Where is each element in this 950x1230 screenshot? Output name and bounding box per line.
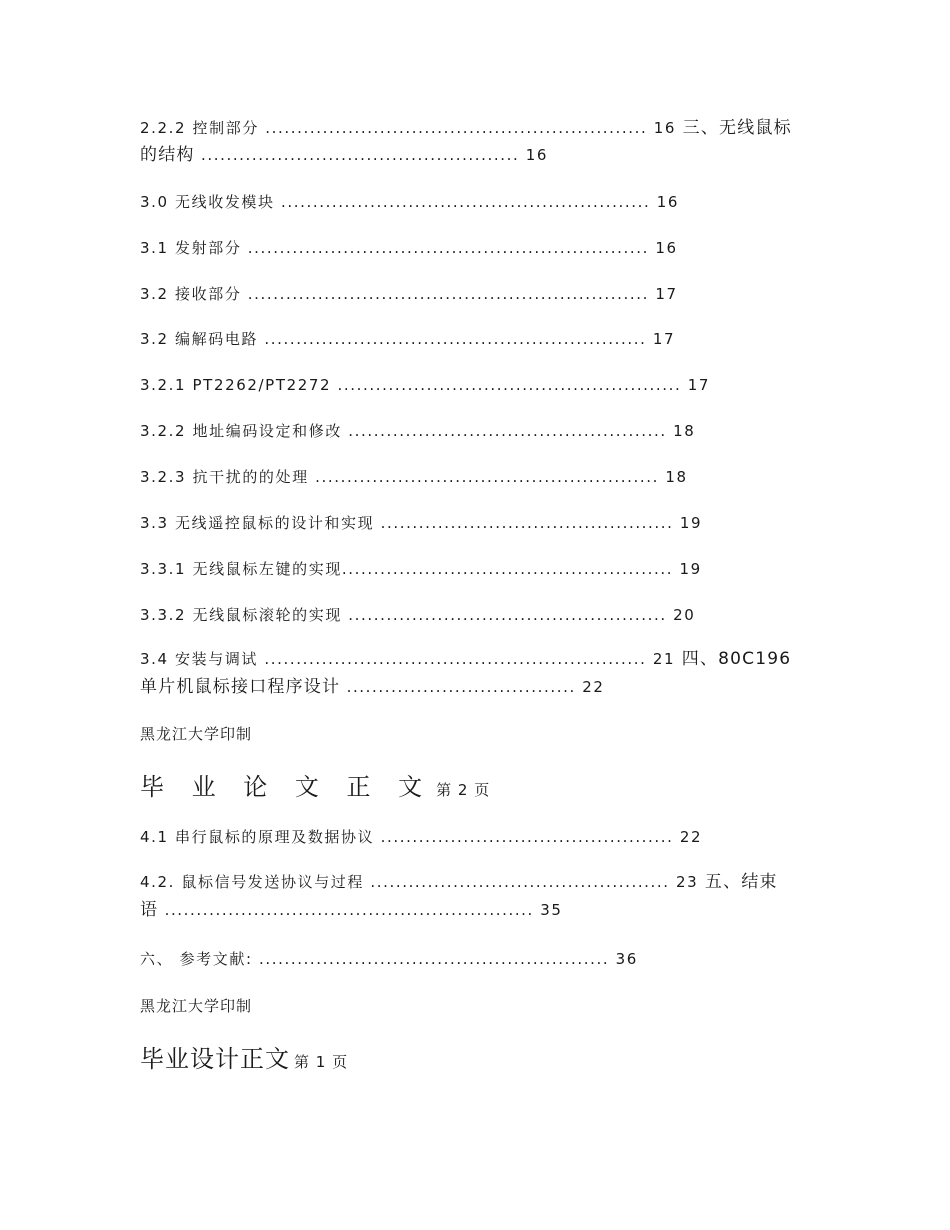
toc-line: 3.0 无线收发模块 .......................................................... 16 [140, 193, 679, 211]
toc-line: 3.3.1 无线鼠标左键的实现.................................................... 19 [140, 560, 702, 578]
toc-line: 3.1 发射部分 ............................................................... 16 [140, 239, 678, 257]
toc-line: 4.2. 鼠标信号发送协议与过程 ............................................... 23 五、结束 [140, 872, 778, 892]
toc-line: 3.3 无线遥控鼠标的设计和实现 .............................................. 19 [140, 514, 703, 532]
toc-line: 3.2.1 PT2262/PT2272 ...................................................... 17 [140, 376, 711, 394]
toc-line: 语 .......................................................... 35 [140, 900, 563, 920]
toc-line: 2.2.2 控制部分 ............................................................ 16 三、无线鼠标 [140, 118, 792, 138]
toc-line: 4.1 串行鼠标的原理及数据协议 .............................................. 22 [140, 828, 703, 846]
toc-line: 3.2.3 抗干扰的的处理 ...................................................... 18 [140, 468, 688, 486]
toc-line: 3.2 编解码电路 ............................................................ 17 [140, 330, 676, 348]
page-footer-label: 黑龙江大学印制 [140, 997, 253, 1015]
page-footer-label: 黑龙江大学印制 [140, 725, 253, 743]
page-number: 第 2 页 [436, 781, 491, 799]
toc-line: 六、 参考文献: ....................................................... 36 [140, 950, 638, 968]
page-header [140, 1044, 348, 1077]
toc-line: 3.2 接收部分 ............................................................... 17 [140, 285, 678, 303]
toc-line: 单片机鼠标接口程序设计 .................................... 22 [140, 677, 605, 697]
page-header [140, 772, 490, 805]
toc-line: 3.2.2 地址编码设定和修改 .................................................. 18 [140, 422, 696, 440]
toc-line: 的结构 .................................................. 16 [140, 145, 549, 165]
page-header-title: 毕 业 论 文 正 文 [140, 773, 433, 801]
toc-line: 3.3.2 无线鼠标滚轮的实现 .................................................. 20 [140, 606, 696, 624]
toc-line: 3.4 安装与调试 ............................................................ 21 四、80C196 [140, 649, 792, 669]
page-header-title: 毕业设计正文 [140, 1045, 290, 1073]
page-number: 第 1 页 [294, 1053, 349, 1071]
